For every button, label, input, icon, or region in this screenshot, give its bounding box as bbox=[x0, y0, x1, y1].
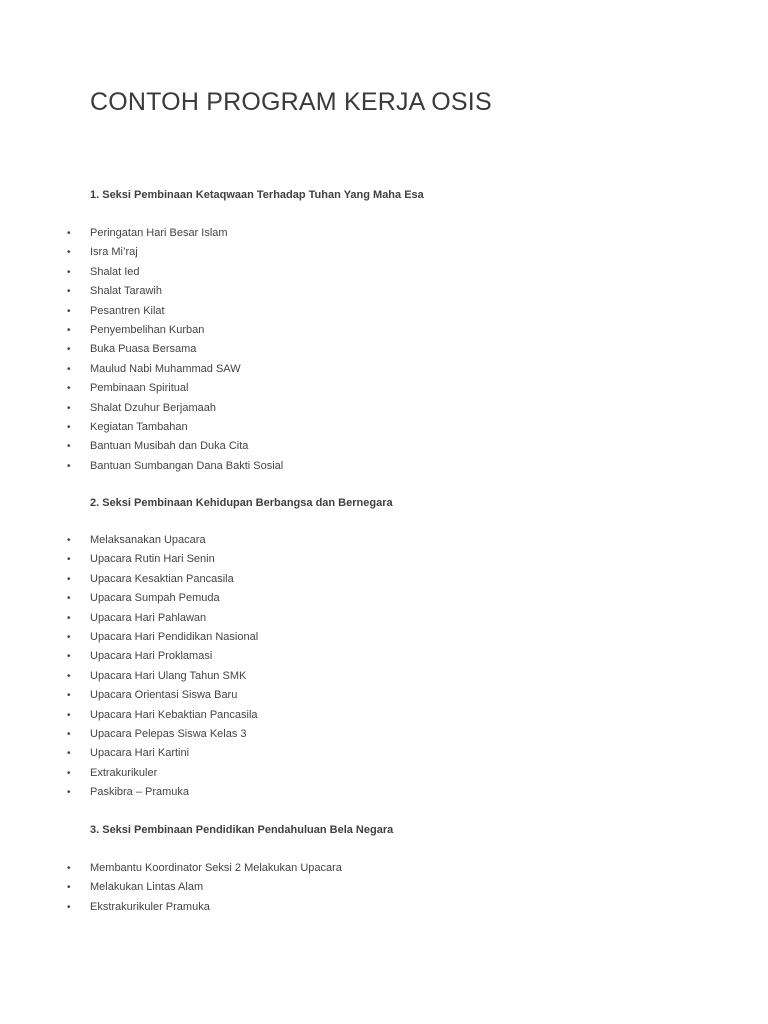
bullet-icon: • bbox=[67, 266, 71, 278]
bullet-icon: • bbox=[67, 324, 71, 336]
bullet-icon: • bbox=[67, 228, 71, 239]
bullet-icon: • bbox=[67, 535, 71, 546]
bullet-icon: • bbox=[67, 344, 71, 356]
bullet-icon: • bbox=[67, 882, 71, 894]
bullet-icon: • bbox=[67, 593, 71, 605]
bullet-icon: • bbox=[67, 767, 71, 779]
bullet-icon: • bbox=[67, 460, 71, 472]
bullet-icon: • bbox=[67, 748, 71, 760]
bullet-icon: • bbox=[67, 863, 71, 874]
bullet-icon: • bbox=[67, 690, 71, 702]
bullet-icon: • bbox=[67, 383, 71, 395]
bullet-icon: • bbox=[67, 554, 71, 566]
bullet-icon: • bbox=[67, 612, 71, 624]
section-heading-2: 2. Seksi Pembinaan Kehidupan Berbangsa dan Bernegara bbox=[90, 497, 393, 509]
bullet-icon: • bbox=[67, 901, 71, 913]
bullet-icon: • bbox=[67, 421, 71, 433]
page-title: CONTOH PROGRAM KERJA OSIS bbox=[90, 88, 492, 116]
bullet-icon: • bbox=[67, 709, 71, 721]
bullet-icon: • bbox=[67, 363, 71, 375]
bullet-icon: • bbox=[67, 441, 71, 453]
bullet-icon: • bbox=[67, 305, 71, 317]
bullet-icon: • bbox=[67, 631, 71, 643]
bullet-icon: • bbox=[67, 573, 71, 585]
bullet-icon: • bbox=[67, 670, 71, 682]
section-heading-3: 3. Seksi Pembinaan Pendidikan Pendahuluan Bela Negara bbox=[90, 824, 394, 836]
bullet-icon: • bbox=[67, 651, 71, 663]
bullet-icon: • bbox=[67, 787, 71, 799]
section-heading-1: 1. Seksi Pembinaan Ketaqwaan Terhadap Tuhan Yang Maha Esa bbox=[90, 189, 424, 201]
bullet-icon: • bbox=[67, 728, 71, 740]
bullet-icon: • bbox=[67, 286, 71, 298]
bullet-icon: • bbox=[67, 247, 71, 259]
bullet-icon: • bbox=[67, 402, 71, 414]
